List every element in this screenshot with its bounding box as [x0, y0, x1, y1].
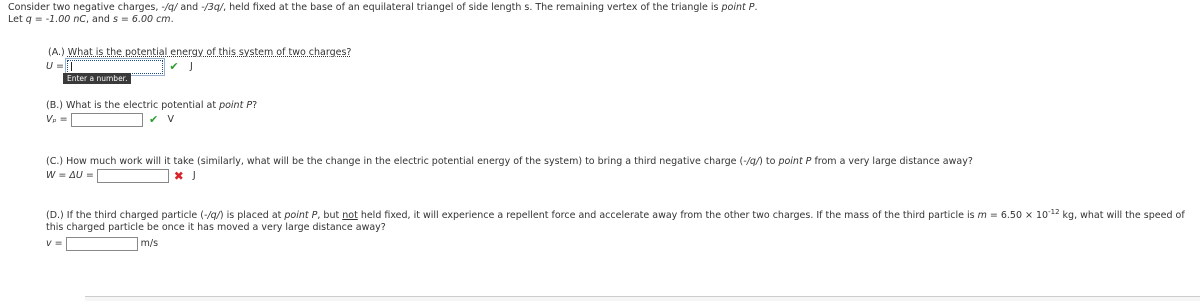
part-a-question-text: What is the potential energy of this system of two charges? [67, 47, 352, 58]
part-d-answer-input[interactable] [66, 237, 138, 251]
intro-text: , and [86, 14, 113, 25]
input-hint-tooltip: Enter a number. [63, 73, 131, 84]
x-mark-icon: ✖ [173, 169, 184, 183]
part-a-prefix: (A.) [48, 47, 68, 58]
part-c-answer-row [46, 169, 196, 183]
intro-text: Consider two negative charges, [8, 2, 162, 13]
part-c-label: W = ΔU = [46, 170, 94, 181]
part-b-label: Vₚ = [46, 114, 68, 125]
part-c-unit: J [192, 170, 196, 181]
part-a-label: U = [46, 61, 64, 72]
s-value: s = 6.00 cm [112, 14, 171, 25]
intro-text: , held fixed at the base of an equilateral triangel of side length s. The remaining vertex of the triangle is [223, 2, 722, 13]
problem-intro-line2 [8, 14, 174, 26]
problem-intro-line1 [8, 2, 758, 14]
bottom-panel-edge [85, 296, 1200, 301]
part-a-unit: J [189, 61, 193, 72]
point-p-text: point P [284, 210, 318, 221]
q-value: q = -1.00 nC [25, 14, 87, 25]
part-c-question-text: ) to [759, 156, 779, 167]
part-d-question-text: kg, what will the speed of this charged particle be once it has moved a very large distance away? [46, 210, 1185, 233]
intro-text: . [170, 14, 174, 25]
mass-value: = 6.50 × 10 [986, 210, 1049, 221]
checkmark-icon: ✔ [148, 113, 159, 126]
part-b-answer-input[interactable] [71, 113, 143, 127]
charge-text: -/q/ [204, 210, 220, 221]
part-c-answer-input[interactable] [97, 169, 169, 183]
point-p-text: point P [721, 2, 755, 13]
part-b-question [46, 100, 257, 112]
point-p-text: point P [219, 100, 253, 111]
part-a-question [48, 47, 351, 59]
intro-text: and [177, 2, 202, 13]
part-d-label: v = [46, 238, 63, 249]
charge-text: -/q/ [743, 156, 760, 167]
charge1-text: -/q/ [161, 2, 178, 13]
part-d-question-text: , but [317, 210, 343, 221]
part-b-unit: V [167, 114, 175, 125]
part-b-answer-row [46, 113, 174, 127]
part-d-answer-row [46, 237, 158, 251]
part-c-question-text: (C.) How much work will it take (similarly, what will be the change in the electric potential energy of the system) to bring a third negative charge ( [46, 156, 744, 167]
part-d-question-text: ) is placed at [219, 210, 285, 221]
part-d-unit: m/s [140, 238, 159, 249]
part-a-answer-input[interactable] [67, 60, 163, 74]
intro-text: Let [8, 14, 26, 25]
mass-symbol: m [977, 210, 987, 221]
checkmark-icon: ✔ [169, 60, 179, 73]
part-b-question-text: (B.) What is the electric potential at [46, 100, 220, 111]
part-a-answer-row [46, 60, 193, 74]
mass-exponent: -12 [1048, 208, 1060, 216]
charge2-text: -/3q/ [201, 2, 224, 13]
part-d-question-text: (D.) If the third charged particle ( [46, 210, 205, 221]
intro-text: . [754, 2, 758, 13]
part-b-question-text: ? [252, 100, 258, 111]
point-p-text: point P [778, 156, 812, 167]
part-c-question-text: from a very large distance away? [811, 156, 973, 167]
not-emphasis: not [342, 210, 358, 221]
text-cursor [71, 62, 72, 71]
part-c-question [46, 156, 973, 168]
part-d-question [46, 210, 1192, 234]
part-d-question-text: held fixed, it will experience a repellent force and accelerate away from the other two charges. If the mass of the third particle is [357, 210, 978, 221]
